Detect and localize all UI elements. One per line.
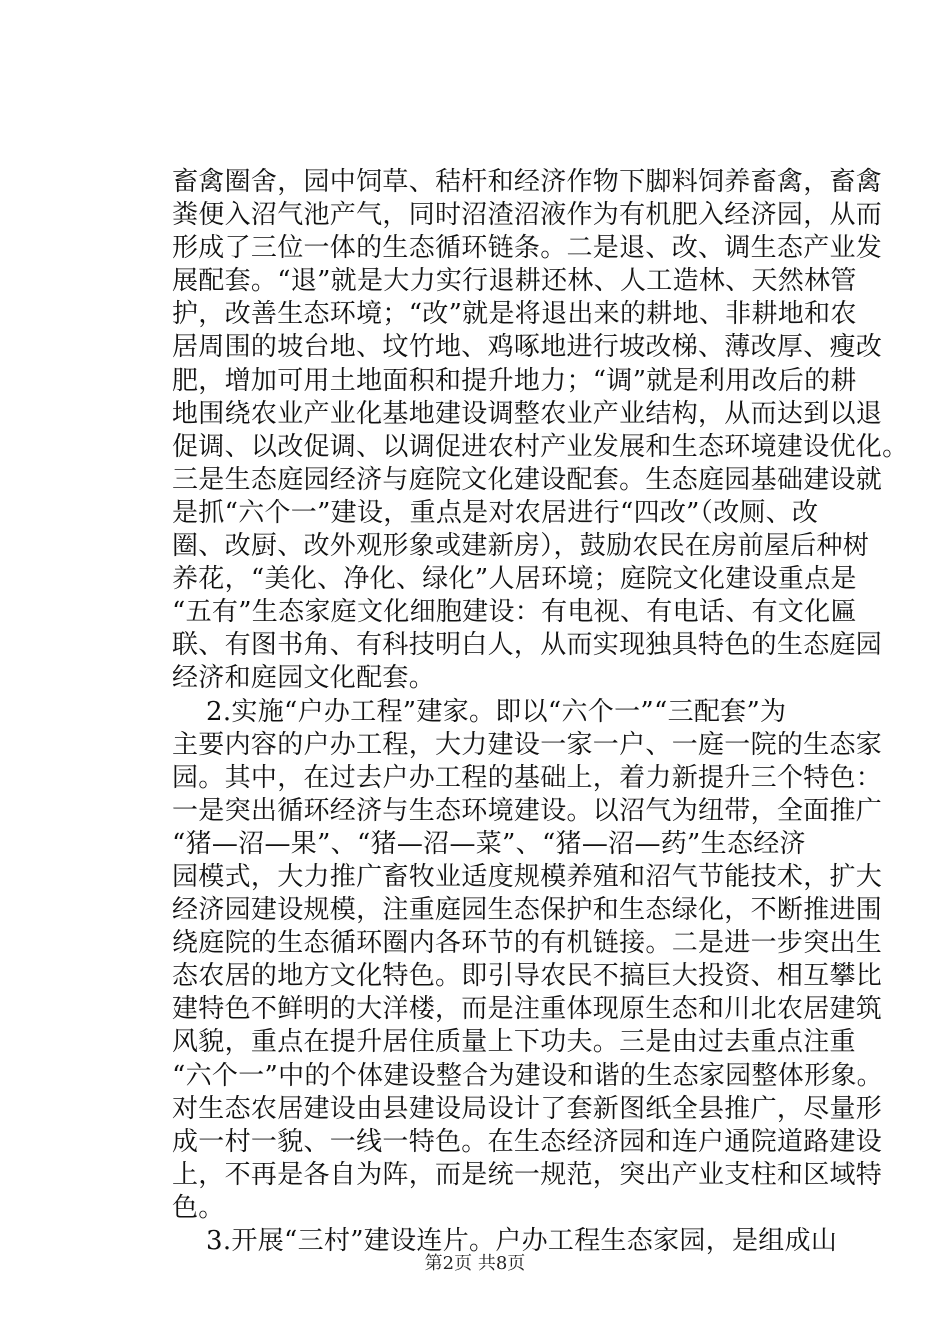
paragraph-start-line: 3.开展“三村”建设连片。户办工程生态家园，是组成山 (206, 1226, 838, 1256)
text-line: “六个一”中的个体建设整合为建设和谐的生态家园整体形象。 (172, 1060, 883, 1091)
page-footer: 第2页 共8页 (424, 1253, 526, 1274)
text-line: 风貌，重点在提升居住质量上下功夫。三是由过去重点注重 (172, 1027, 856, 1058)
text-line: 地围绕农业产业化基地建设调整农业产业结构，从而达到以退 (172, 398, 883, 429)
text-line: 肥，增加可用土地面积和提升地力；“调”就是利用改后的耕 (172, 365, 857, 396)
text-line: 园。其中，在过去户办工程的基础上，着力新提升三个特色： (172, 762, 883, 793)
text-line: 对生态农居建设由县建设局设计了套新图纸全县推广，尽量形 (172, 1093, 883, 1124)
text-line: “五有”生态家庭文化细胞建设：有电视、有电话、有文化匾 (172, 597, 857, 628)
text-line: 态农居的地方文化特色。即引导农民不搞巨大投资、相互攀比 (172, 961, 883, 992)
text-line: 居周围的坡台地、坟竹地、鸡啄地进行坡改梯、薄改厚、瘦改 (172, 332, 883, 363)
text-line: 联、有图书角、有科技明白人，从而实现独具特色的生态庭园 (172, 630, 883, 661)
text-line: 经济园建设规模，注重庭园生态保护和生态绿化，不断推进围 (172, 895, 883, 926)
text-line: 促调、以改促调、以调促进农村产业发展和生态环境建设优化。 (172, 431, 909, 462)
text-line: 色。 (172, 1192, 225, 1223)
text-line: 建特色不鲜明的大洋楼，而是注重体现原生态和川北农居建筑 (172, 994, 883, 1025)
text-line: 圈、改厨、改外观形象或建新房），鼓励农民在房前屋后种树 (172, 531, 870, 562)
text-line: 园模式，大力推广畜牧业适度规模养殖和沼气节能技术，扩大 (172, 861, 883, 892)
text-line: 畜禽圈舍，园中饲草、秸杆和经济作物下脚料饲养畜禽，畜禽 (172, 167, 883, 197)
paragraph-start-line: 2.实施“户办工程”建家。即以“六个一”“三配套”为 (206, 696, 787, 727)
text-line: 是抓“六个一”建设，重点是对农居进行“四改”（改厕、改 (172, 497, 819, 528)
text-line: “猪—沼—果”、“猪—沼—菜”、“猪—沼—药”生态经济 (172, 828, 806, 859)
text-line: 一是突出循环经济与生态环境建设。以沼气为纽带，全面推广 (172, 795, 883, 826)
body-text (172, 166, 909, 1258)
text-line: 展配套。“退”就是大力实行退耕还林、人工造林、天然林管 (172, 266, 857, 297)
text-line: 三是生态庭园经济与庭院文化建设配套。生态庭园基础建设就 (172, 464, 883, 495)
text-line: 主要内容的户办工程，大力建设一家一户、一庭一院的生态家 (172, 729, 883, 760)
text-line: 粪便入沼气池产气，同时沼渣沼液作为有机肥入经济园，从而 (172, 200, 883, 231)
text-line: 上，不再是各自为阵，而是统一规范，突出产业支柱和区域特 (172, 1159, 883, 1190)
text-line: 形成了三位一体的生态循环链条。二是退、改、调生态产业发 (172, 233, 883, 264)
text-line: 养花，“美化、净化、绿化”人居环境；庭院文化建设重点是 (172, 564, 857, 595)
text-line: 经济和庭园文化配套。 (172, 663, 436, 694)
text-line: 成一村一貌、一线一特色。在生态经济园和连户通院道路建设 (172, 1126, 883, 1157)
text-line: 护，改善生态环境；“改”就是将退出来的耕地、非耕地和农 (172, 299, 857, 330)
text-line: 绕庭院的生态循环圈内各环节的有机链接。二是进一步突出生 (172, 928, 883, 959)
